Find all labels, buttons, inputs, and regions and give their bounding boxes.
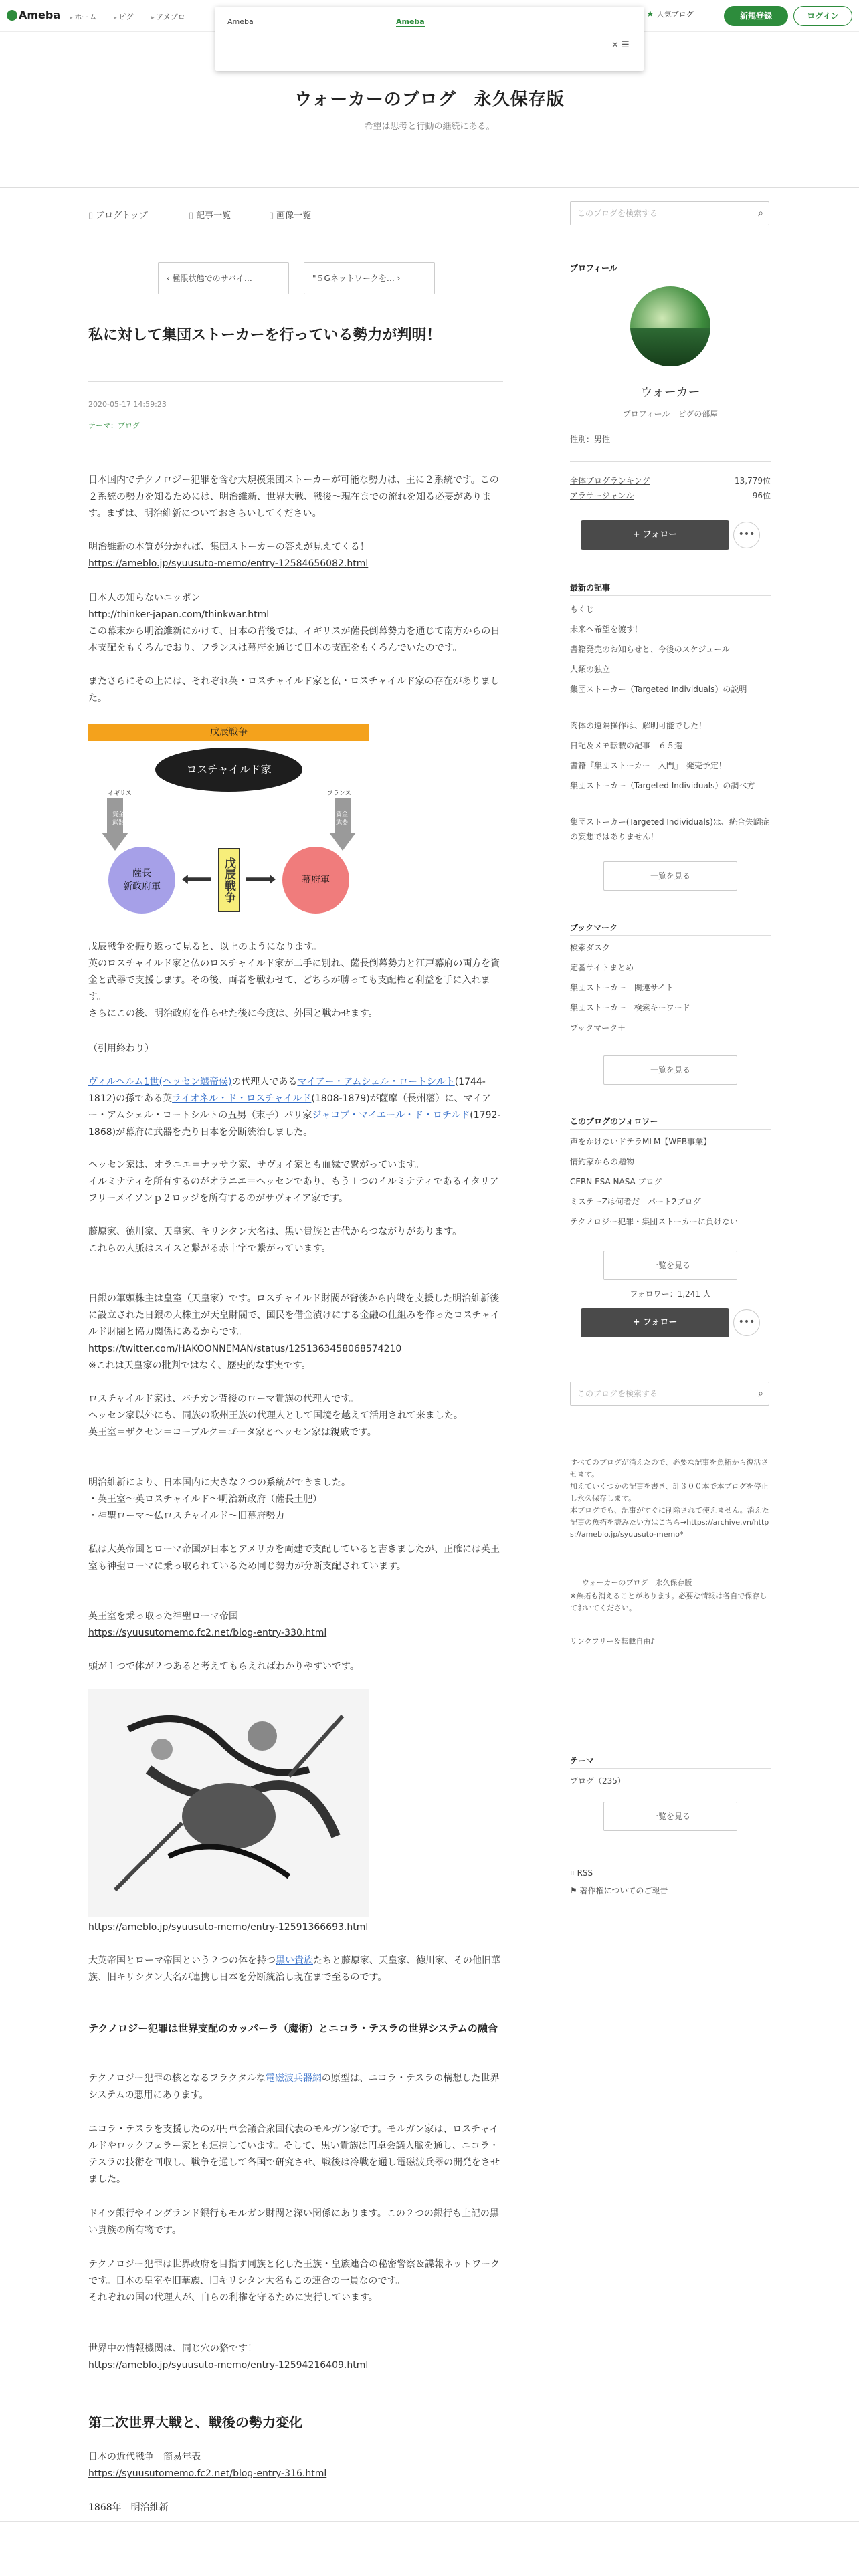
profile-name: ウォーカー: [640, 385, 700, 399]
title-divider: [88, 381, 503, 382]
article-link[interactable]: https://ameblo.jp/syuusuto-memo/entry-12594216409.html: [88, 2360, 369, 2371]
paragraph: 英王室を乗っ取った神聖ローマ帝国: [88, 1611, 238, 1622]
followee-item[interactable]: 情釣家からの贈物: [570, 1157, 635, 1166]
paragraph-with-links: [88, 1074, 503, 1141]
paragraph: テクノロジー犯罪は世界政府を目指す同族と化した王族・皇族連合の秘密警察＆諜報ネットワークです。日本の皇室や旧華族、旧キリシタン大名もこの連合の一員なのです。 それぞれの国の代理人が、自らの利権を守るために実行しています。: [88, 2259, 500, 2303]
ameba-logo-icon: [7, 10, 17, 21]
divider: [570, 461, 771, 462]
paragraph: この幕末から明治維新にかけて、日本の背後では、イギリスが薩長倒幕勢力を通じて南方からの日本支配をもくろんでおり、フランスは幕府を通じて日本の支配をもくろんでいたのです。: [88, 626, 500, 653]
followee-item[interactable]: 声をかけないドテラMLM【WEB事業】: [570, 1137, 712, 1146]
divider: [570, 1768, 771, 1769]
nav-blog-top-label: ブログトップ: [96, 211, 148, 221]
section-heading: テクノロジー犯罪は世界支配のカッパーラ（魔術）とニコラ・テスラの世界システムの融合: [88, 2022, 498, 2034]
paragraph: またさらにその上には、それぞれ英・ロスチャイルド家と仏・ロスチャイルド家の存在がありました。: [88, 676, 500, 704]
article-date: 2020-05-17 14:59:23: [88, 400, 167, 409]
profile-links[interactable]: プロフィール ピグの部屋: [622, 409, 719, 419]
recent-item[interactable]: 集団ストーカー（Targeted Individuals）の説明: [570, 685, 747, 694]
logo-text: Ameba: [19, 9, 61, 21]
prev-entry-button[interactable]: ‹ 極限状態でのサバイ…: [158, 262, 289, 294]
article-link[interactable]: https://ameblo.jp/syuusuto-memo/entry-12584656082.html: [88, 558, 369, 569]
header-popup: [215, 7, 644, 71]
mayer-link[interactable]: マイアー・アムシェル・ロートシルト: [297, 1077, 455, 1087]
illustration-svg: [88, 1689, 369, 1917]
register-button[interactable]: 新規登録: [724, 6, 788, 26]
lionel-link[interactable]: ライオネル・ド・ロスチャイルド: [172, 1093, 312, 1104]
bookmark-item[interactable]: ブックマーク＋: [570, 1023, 626, 1033]
bookmark-item[interactable]: 集団ストーカー 関連サイト: [570, 983, 674, 992]
ranking-overall-value: 13,779位: [735, 476, 771, 486]
sidebar-search-input[interactable]: [570, 1382, 769, 1406]
text-span: テクノロジー犯罪の核となるフラクタルな: [88, 2073, 266, 2084]
login-button[interactable]: ログイン: [793, 6, 852, 26]
paragraph: 明治維新により、日本国内に大きな２つの系統ができました。 ・英王室〜英ロスチャイルド〜明治新政府（薩長土肥） ・神聖ローマ〜仏ロスチャイルド〜旧幕府勢力: [88, 1477, 351, 1521]
text-span: (1792-1868)が幕府に武器を売り日本を分断統治しました。: [88, 1110, 501, 1138]
rothschild-ellipse: ロスチャイルド家: [155, 748, 302, 792]
followee-item[interactable]: テクノロジー犯罪・集団ストーカーに負けない: [570, 1217, 739, 1226]
home-icon: ▯: [88, 211, 94, 221]
arrow-to-left-icon: [182, 875, 211, 884]
ranking-overall-link[interactable]: 全体ブログランキング: [570, 476, 650, 486]
blog-search-input[interactable]: [570, 201, 769, 225]
satcho-circle: 薩長 新政府軍: [108, 847, 175, 914]
flag-icon: ⚑: [570, 1886, 580, 1895]
em-weapon-link[interactable]: 電磁波兵器網: [265, 2073, 322, 2084]
star-icon: ★: [646, 9, 654, 19]
ranking-genre-value: 96位: [752, 491, 771, 500]
rss-link[interactable]: [570, 1866, 771, 1881]
paragraph: ドイツ銀行やイングランド銀行もモルガン財閥と深い関係にあります。この２つの銀行も上記の黒い貴族の所有物です。: [88, 2208, 499, 2236]
notice-text-2: ※魚拓も消えることがあります。必要な情報は各自で保存しておいてください。: [570, 1592, 767, 1612]
text-span: の代理人である: [231, 1077, 298, 1087]
copyright-report-link[interactable]: [570, 1883, 771, 1898]
more-options-icon[interactable]: •••: [733, 522, 760, 548]
nav-blog-top[interactable]: [88, 208, 148, 221]
section-heading-large: 第二次世界大戦と、戦後の勢力変化: [88, 2414, 302, 2430]
arrow-left-label: 資金 武器: [112, 811, 125, 826]
notice-text: すべてのブログが消えたので、必要な記事を魚拓から復活させます。 加えていくつかの記事を書き、計３００本で本ブログを停止し永久保存します。 本ブログでも、記事がすぐに削除されて使えません。消えた記事の魚拓を読みたい方はこちら→https://archive.vn/https://ameblo.jp/syuusuto-memo*: [570, 1458, 769, 1539]
black-nobility-link[interactable]: 黒い貴族: [276, 1955, 313, 1966]
jacob-link[interactable]: ジャコブ・マイエール・ド・ロチルド: [312, 1110, 470, 1121]
text-span: 大英帝国とローマ帝国という２つの体を持つ: [88, 1955, 276, 1966]
paragraph: ロスチャイルド家は、バチカン背後のローマ貴族の代理人です。 ヘッセン家以外にも、同族の欧州王族の代理人として国境を越えて活用されて来ました。 英王室＝ザクセン＝コーブルク＝ゴータ家とヘッセン家は親戚です。: [88, 1394, 463, 1438]
popup-close-icon[interactable]: × ☰: [611, 40, 630, 50]
more-options-icon-2[interactable]: •••: [733, 1309, 760, 1336]
profile-heading: プロフィール: [570, 263, 617, 273]
paragraph: 日銀の筆頭株主は皇室（天皇家）です。ロスチャイルド財閥が背後から内戦を支援した明治維新後に設立された日銀の大株主が天皇財閥で、国民を借金漬けにする金融の仕組みを作ったロスチャイルド財閥と協力関係にあるからです。 https://twitter.com/HAKOONNEMAN/status/1251363458068574210 ※これは天皇家の批判ではなく、歴史的な事実です。: [88, 1293, 500, 1371]
paragraph: 世界中の情報機関は、同じ穴の狢です！: [88, 2343, 257, 2354]
text-span: の原型は、ニコラ・テスラの構想した世界システムの悪用にあります。: [88, 2073, 500, 2101]
followee-item[interactable]: CERN ESA NASA ブログ: [570, 1177, 662, 1186]
article-link[interactable]: https://ameblo.jp/syuusuto-memo/entry-12591366693.html: [88, 1922, 369, 1933]
bookmark-item[interactable]: 定番サイトまとめ: [570, 963, 634, 972]
search-placeholder: このブログを検索する: [577, 209, 658, 218]
followee-heading: このブログのフォロワー: [570, 1117, 658, 1126]
paragraph: http://thinker-japan.com/thinkwar.html: [88, 609, 270, 620]
recent-item[interactable]: 集団ストーカー(Targeted Individuals)は、統合失調症の妄想ではありません！: [570, 817, 769, 841]
bookmark-heading: ブックマーク: [570, 923, 618, 932]
text-span: たちと藤原家、天皇家、徳川家、その他旧華族、旧キリシタン大名が連携し日本を分断統治し現在まで至るのです。: [88, 1955, 500, 1983]
global-nav: [0, 187, 859, 239]
paragraph: 明治維新の本質が分かれば、集団ストーカーの答えが見えてくる！: [88, 542, 369, 552]
nav-ameblo[interactable]: ▸ アメブロ: [151, 11, 185, 22]
recent-item[interactable]: 未来へ希望を渡す！: [570, 625, 643, 634]
nav-images[interactable]: [269, 208, 311, 221]
two-bodies-illustration: [88, 1689, 369, 1917]
popup-label: Ameba: [227, 17, 254, 26]
paragraph: 頭が１つで体が２つあると考えてもらえればわかりやすいです。: [88, 1661, 359, 1672]
recent-item[interactable]: 書籍発売のお知らせと、今後のスケジュール: [570, 645, 730, 654]
bakufu-circle: 幕府軍: [282, 847, 349, 914]
bookmark-item[interactable]: 集団ストーカー 検索キーワード: [570, 1003, 690, 1012]
paragraph: ヘッセン家は、オラニエ＝ナッサウ家、サヴォイ家とも血縁で繋がっています。 イルミナティを所有するのがオラニエ＝ヘッセンであり、もう１つのイルミナティであるイタリアフリーメイソンｐ２ロッジを所有するのがサヴォイア家です。: [88, 1160, 499, 1204]
recent-item[interactable]: 日記＆メモ転載の記事 ６５選: [570, 741, 683, 750]
divider: [570, 595, 771, 596]
avatar-ground: [630, 328, 710, 366]
next-entry-button[interactable]: "５Gネットワークを… ›: [304, 262, 435, 294]
next-entry-label: "５Gネットワークを…: [312, 274, 395, 283]
paragraph: 日本国内でテクノロジー犯罪を含む大規模集団ストーカーが可能な勢力は、主に２系統です。この２系統の勢力を知るためには、明治維新、世界大戦、戦後〜現在までの流れを知る必要があります。まずは、明治維新についておさらいしてください。: [88, 475, 499, 519]
wilhelm-link[interactable]: ヴィルヘルム1世(ヘッセン選帝侯): [88, 1077, 232, 1087]
text-span: (1808-1879)が薩摩（長州藩）に、マイアー・アムシェル・ロートシルトの五男（末子）パリ家: [88, 1093, 491, 1121]
arrow-right-label: 資金 武器: [336, 811, 349, 826]
ameba-logo[interactable]: [7, 9, 60, 21]
bookmark-more-button[interactable]: 一覧を見る: [603, 1055, 737, 1085]
arrow-to-right-icon: [246, 875, 276, 884]
recent-heading: 最新の記事: [570, 583, 611, 593]
fr-flag-label: フランス: [326, 788, 352, 798]
divider: [570, 935, 771, 936]
search-icon[interactable]: ⌕: [758, 1388, 763, 1399]
recent-item[interactable]: もくじ: [570, 605, 595, 614]
avatar[interactable]: [630, 286, 710, 366]
paragraph: 藤原家、徳川家、天皇家、キリシタン大名は、黒い貴族と古代からつながりがあります。 これらの人脈はスイスと繋がる赤十字で繋がっています。: [88, 1226, 462, 1254]
paragraph: 私は大英帝国とローマ帝国が日本とアメリカを両建で支配していると書きましたが、正確には英王室も神聖ローマに乗っ取られているため同じ勢力が分断支配されています。: [88, 1544, 500, 1572]
rss-label: RSS: [577, 1868, 593, 1878]
paragraph-with-link: [88, 1953, 503, 1986]
boshin-war-diagram: [88, 724, 369, 924]
theme-item[interactable]: ブログ（235）: [570, 1776, 626, 1786]
uk-flag-label: イギリス: [107, 788, 132, 798]
paragraph-with-link: [88, 2070, 503, 2104]
divider: [570, 1129, 771, 1130]
followee-item[interactable]: ミステーZは何者だ パート2ブログ: [570, 1197, 701, 1206]
prev-entry-label: 極限状態でのサバイ…: [172, 274, 252, 283]
bookmark-item[interactable]: 検索ダスク: [570, 943, 611, 952]
blog-title[interactable]: ウォーカーのブログ 永久保存版: [294, 90, 565, 110]
recent-item[interactable]: 人類の独立: [570, 665, 611, 674]
search-icon[interactable]: ⌕: [758, 208, 763, 219]
paragraph: 日本の近代戦争 簡易年表: [88, 2452, 201, 2462]
recent-item[interactable]: 集団ストーカー（Targeted Individuals）の調べ方: [570, 781, 755, 790]
theme-heading: テーマ: [570, 1756, 595, 1765]
recent-item[interactable]: 肉体の遠隔操作は、解明可能でした！: [570, 721, 707, 730]
article-theme-link[interactable]: テーマ：ブログ: [88, 421, 140, 430]
paragraph: 1868年 明治維新: [88, 2502, 169, 2513]
article-link[interactable]: https://syuusutomemo.fc2.net/blog-entry-330.html: [88, 1628, 327, 1638]
followee-more-button[interactable]: 一覧を見る: [603, 1251, 737, 1280]
diagram-banner: 戊辰戦争: [88, 724, 369, 741]
follow-button[interactable]: + フォロー: [581, 520, 729, 550]
article-title: 私に対して集団ストーカーを行っている勢力が判明！: [88, 327, 442, 344]
popup-active-tab[interactable]: Ameba: [396, 17, 425, 26]
bottom-divider: [0, 2521, 859, 2522]
rss-icon: ⌗: [570, 1868, 577, 1878]
paragraph: 戊辰戦争を振り返って見ると、以上のようになります。 英のロスチャイルド家と仏のロスチャイルド家が二手に別れ、薩長倒幕勢力と江戸幕府の両方を資金と武器で支援します。その後、両者を戦わせて、どちらが勝っても支配権と利益を手に入れます。 さらにこの後、明治政府を作らせた後に今度は、外国と戦わせます。: [88, 942, 500, 1019]
popular-label: 人気ブログ: [656, 10, 694, 19]
ranking-genre-link[interactable]: アラサージャンル: [570, 491, 634, 500]
popular-blog-link[interactable]: [646, 9, 694, 19]
nav-entries[interactable]: [189, 208, 231, 221]
nav-pigg[interactable]: ▸ ピグ: [114, 11, 133, 22]
notice-text-3: リンクフリー＆転載自由♪: [570, 1637, 656, 1646]
blog-description: 希望は思考と行動の継続にある。: [364, 122, 495, 132]
recent-item[interactable]: 書籍『集団ストーカー 入門』 発売予定！: [570, 761, 727, 770]
notice-link[interactable]: ウォーカーのブログ 永久保存版: [582, 1578, 692, 1587]
list-icon: ▯: [189, 211, 194, 221]
nav-entries-label: 記事一覧: [196, 211, 231, 221]
text-span: (1744-1812)の孫である英: [88, 1077, 486, 1104]
sidebar-search-placeholder: このブログを検索する: [577, 1389, 658, 1398]
copyright-report-label: 著作権についてのご報告: [579, 1886, 668, 1895]
profile-gender: 性別：男性: [570, 435, 611, 444]
paragraph: ニコラ・テスラを支援したのが円卓会議合衆国代表のモルガン家です。モルガン家は、ロスチャイルドやロックフェラー家とも連携しています。そして、黒い貴族は円卓会議人脈を通し、ニコラ・テスラの技術を回収し、戦争を通して各国で研究させ、戦後は冷戦を通し電磁波兵器の開発をさせました。: [88, 2124, 500, 2185]
follower-count: フォロワー：1,241 人: [630, 1289, 711, 1299]
recent-more-button[interactable]: 一覧を見る: [603, 861, 737, 891]
paragraph: （引用終わり）: [88, 1043, 154, 1054]
boshin-center-box: 戊辰戦争: [218, 848, 240, 912]
nav-images-label: 画像一覧: [276, 211, 312, 221]
paragraph: 日本人の知らないニッポン: [88, 593, 201, 603]
follow-button-2[interactable]: + フォロー: [581, 1308, 729, 1337]
article-link[interactable]: https://syuusutomemo.fc2.net/blog-entry-316.html: [88, 2468, 327, 2479]
image-icon: ▯: [269, 211, 274, 221]
nav-home[interactable]: ▸ ホーム: [70, 11, 96, 22]
theme-more-button[interactable]: 一覧を見る: [603, 1802, 737, 1831]
